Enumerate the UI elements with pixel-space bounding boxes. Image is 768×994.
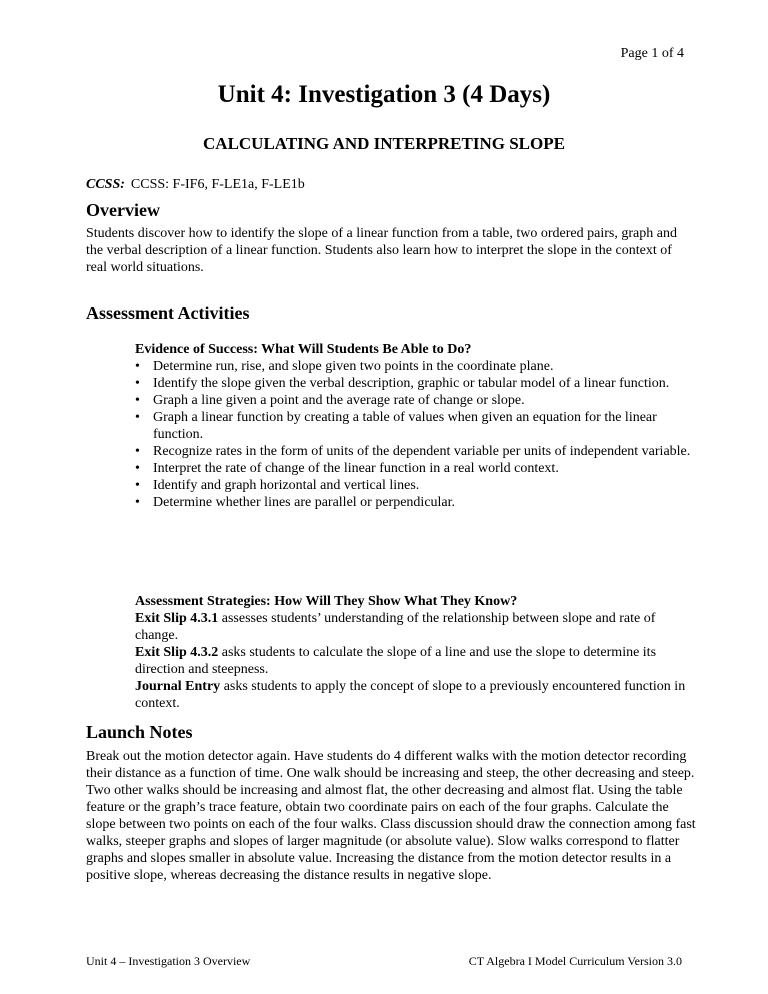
strategy-text: assesses students’ understanding of the relationship between slope and rate of change. xyxy=(135,611,656,643)
list-item xyxy=(135,443,691,460)
strategy-item xyxy=(135,678,691,712)
strategy-text: asks students to calculate the slope of a line and use the slope to determine its direction and steepness. xyxy=(135,645,657,677)
bullet-icon: • xyxy=(135,410,140,425)
strategy-item xyxy=(135,610,691,644)
evidence-item-text: Interpret the rate of change of the linear function in a real world context. xyxy=(153,461,559,476)
assessment-heading: Assessment Activities xyxy=(86,303,250,323)
list-item xyxy=(135,392,691,409)
ccss-line xyxy=(86,177,305,193)
strategy-label: Exit Slip 4.3.1 xyxy=(135,611,219,626)
evidence-item-text: Graph a linear function by creating a table of values when given an equation for the linear function. xyxy=(153,410,657,442)
bullet-icon: • xyxy=(135,376,140,391)
evidence-item-text: Determine run, rise, and slope given two points in the coordinate plane. xyxy=(153,359,554,374)
evidence-heading: Evidence of Success: What Will Students Be Able to Do? xyxy=(135,342,472,357)
strategy-label: Exit Slip 4.3.2 xyxy=(135,645,219,660)
launch-heading: Launch Notes xyxy=(86,722,193,742)
strategies-block xyxy=(135,610,691,712)
list-item xyxy=(135,375,691,392)
evidence-item-text: Graph a line given a point and the average rate of change or slope. xyxy=(153,393,525,408)
strategy-label: Journal Entry xyxy=(135,679,221,694)
bullet-icon: • xyxy=(135,393,140,408)
strategies-heading: Assessment Strategies: How Will They Show What They Know? xyxy=(135,594,518,609)
footer-right: CT Algebra I Model Curriculum Version 3.0 xyxy=(468,954,682,968)
overview-text: Students discover how to identify the slope of a linear function from a table, two ordered pairs, graph and the verbal description of a linear function. Students also learn how to interpret the slope in the context of real world situations. xyxy=(86,226,677,275)
bullet-icon: • xyxy=(135,359,140,374)
ccss-label: CCSS: xyxy=(86,177,125,192)
launch-text: Break out the motion detector again. Have students do 4 different walks with the motion detector recording their distance as a function of time. One walk should be increasing and steep, the other decreasing and steep. Two other walks should be increasing and almost flat, the other decreasing and almost flat. Using the table feature or the graph’s trace feature, obtain two coordinate pairs on each of the four graphs. Calculate the slope between two points on each of the four walks. Class discussion should draw the connection among fast walks, steeper graphs and slopes of larger magnitude (or absolute value). Slow walks correspond to flatter graphs and slopes smaller in absolute value. Increasing the distance from the motion detector results in a positive slope, whereas decreasing the distance results in negative slope. xyxy=(86,749,696,883)
evidence-item-text: Recognize rates in the form of units of the dependent variable per units of independent variable. xyxy=(153,444,691,459)
list-item xyxy=(135,358,691,375)
footer-left: Unit 4 – Investigation 3 Overview xyxy=(86,954,251,968)
page-title: Unit 4: Investigation 3 (4 Days) xyxy=(217,81,551,108)
bullet-icon: • xyxy=(135,478,140,493)
list-item xyxy=(135,494,691,511)
page-subtitle: CALCULATING AND INTERPRETING SLOPE xyxy=(203,134,565,153)
evidence-item-text: Determine whether lines are parallel or perpendicular. xyxy=(153,495,456,510)
bullet-icon: • xyxy=(135,444,140,459)
ccss-value: CCSS: F-IF6, F-LE1a, F-LE1b xyxy=(130,177,305,192)
strategy-item xyxy=(135,644,691,678)
list-item xyxy=(135,409,691,443)
list-item xyxy=(135,460,691,477)
list-item xyxy=(135,477,691,494)
evidence-item-text: Identify the slope given the verbal description, graphic or tabular model of a linear function. xyxy=(153,376,670,391)
bullet-icon: • xyxy=(135,461,140,476)
overview-heading: Overview xyxy=(86,200,160,220)
evidence-list xyxy=(135,358,691,511)
page-number: Page 1 of 4 xyxy=(620,46,684,61)
strategy-text: asks students to apply the concept of slope to a previously encountered function in context. xyxy=(135,679,686,711)
evidence-item-text: Identify and graph horizontal and vertical lines. xyxy=(153,478,420,493)
bullet-icon: • xyxy=(135,495,140,510)
